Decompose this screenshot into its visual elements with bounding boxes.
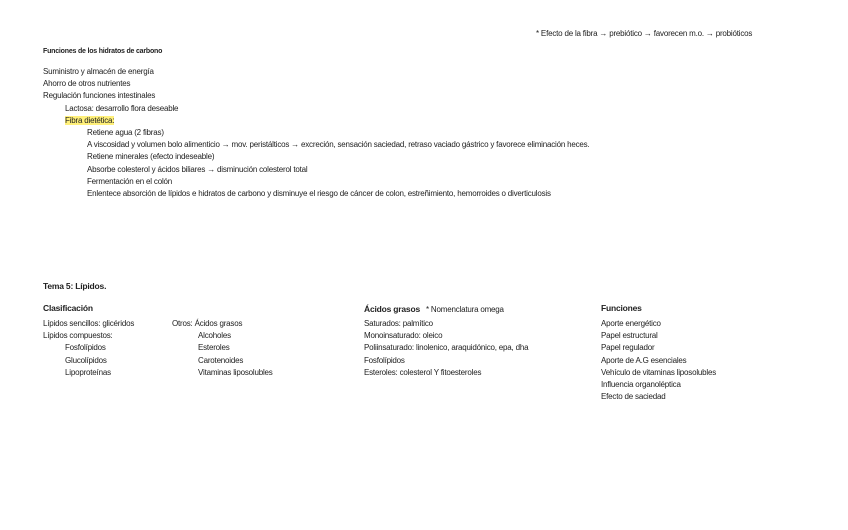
carbs-item: Ahorro de otros nutrientes bbox=[43, 79, 131, 89]
otros-label: Otros: bbox=[172, 319, 193, 328]
fibra-item: A viscosidad y volumen bolo alimenticio → mov. peristálticos → excreción, sensación saciedad, retraso vaciado gástrico y favorece eliminación heces. bbox=[87, 140, 590, 150]
carbs-item: Regulación funciones intestinales bbox=[43, 91, 156, 101]
acidos-item: Esteroles: colesterol Y fitoesteroles bbox=[364, 367, 482, 377]
otros-item: Esteroles bbox=[198, 343, 230, 353]
acidos-list bbox=[364, 318, 528, 379]
otros-item: Vitaminas liposolubles bbox=[198, 367, 273, 377]
funciones-item: Efecto de saciedad bbox=[601, 392, 666, 402]
carbs-list bbox=[43, 66, 590, 200]
clasificacion-subitem: Glucolípidos bbox=[65, 355, 107, 365]
otros-item: Ácidos grasos bbox=[194, 319, 243, 328]
fibra-item: Retiene agua (2 fibras) bbox=[87, 128, 164, 138]
top-note: * Efecto de la fibra → prebiótico → favorecen m.o. → probióticos bbox=[536, 29, 753, 38]
clasificacion-item: Lípidos sencillos: glicéridos bbox=[43, 319, 135, 328]
funciones-item: Vehículo de vitaminas liposolubles bbox=[601, 367, 717, 377]
acidos-header bbox=[364, 304, 504, 314]
fibra-item: Enlentece absorción de lípidos e hidratos de carbono y disminuye el riesgo de cáncer de colon, estreñimiento, hemorroides o diverticulosis bbox=[87, 189, 551, 199]
clasificacion-title: Clasificación bbox=[43, 303, 93, 313]
clasificacion-otros bbox=[172, 318, 273, 379]
acidos-item: Monoinsaturado: oleico bbox=[364, 331, 443, 341]
funciones-item: Influencia organoléptica bbox=[601, 380, 681, 390]
funciones-title: Funciones bbox=[601, 303, 642, 313]
fibra-item: Retiene minerales (efecto indeseable) bbox=[87, 152, 215, 162]
acidos-title: Ácidos grasos bbox=[364, 304, 420, 314]
clasificacion-col1 bbox=[43, 318, 134, 379]
clasificacion-subitem: Lipoproteínas bbox=[65, 367, 111, 377]
acidos-item: Poliinsaturado: linolenico, araquidónico, epa, dha bbox=[364, 343, 529, 353]
clasificacion-item: Lípidos compuestos: bbox=[43, 331, 113, 341]
clasificacion-subitem: Fosfolípidos bbox=[65, 343, 106, 353]
lipids-title: Tema 5: Lípidos. bbox=[43, 281, 107, 291]
fibra-item: Fermentación en el colón bbox=[87, 176, 173, 186]
fibra-item: Absorbe colesterol y ácidos biliares → disminución colesterol total bbox=[87, 164, 308, 174]
funciones-item: Aporte de A.G esenciales bbox=[601, 355, 687, 365]
acidos-item: Fosfolípidos bbox=[364, 355, 405, 365]
acidos-note: * Nomenclatura omega bbox=[425, 305, 504, 314]
acidos-item: Saturados: palmítico bbox=[364, 319, 433, 328]
otros-item: Alcoholes bbox=[198, 331, 231, 341]
carbs-sub-lactosa: Lactosa: desarrollo flora deseable bbox=[65, 103, 179, 113]
funciones-item: Aporte energético bbox=[601, 319, 661, 328]
carbs-title: Funciones de los hidratos de carbono bbox=[43, 48, 163, 55]
funciones-item: Papel estructural bbox=[601, 331, 658, 341]
funciones-item: Papel regulador bbox=[601, 343, 655, 353]
funciones-list bbox=[601, 318, 716, 403]
carbs-item: Suministro y almacén de energía bbox=[43, 67, 154, 76]
otros-item: Carotenoides bbox=[198, 355, 244, 365]
fibra-label: Fibra dietética: bbox=[65, 115, 115, 125]
